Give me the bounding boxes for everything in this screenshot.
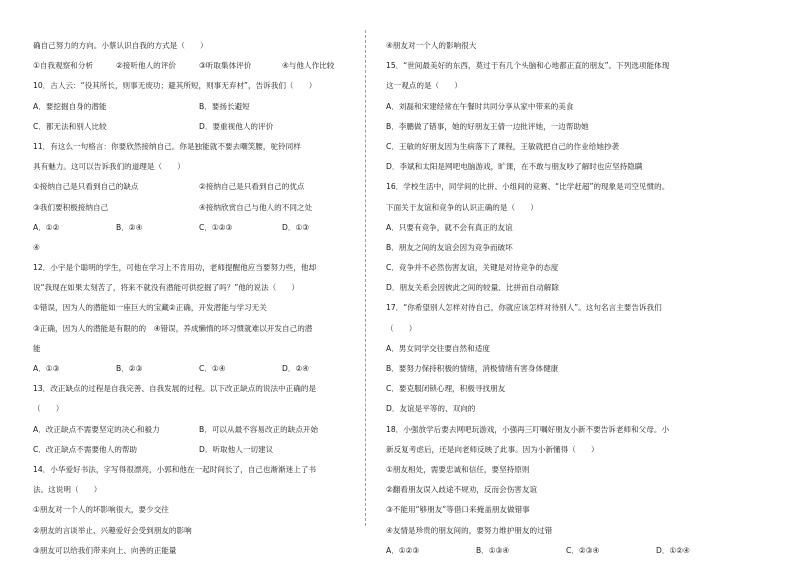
option-text: A．①②③ xyxy=(386,545,420,555)
text-line: A．刘磊和宋建经常在午餐时共同分享从家中带来的美食 xyxy=(386,101,574,111)
option-row xyxy=(33,198,365,218)
option-row xyxy=(33,440,365,460)
text-line: ②翻看朋友误入歧途不规劝，反而会伤害友谊 xyxy=(386,485,538,495)
option-row xyxy=(33,177,365,197)
text-line: B．朋友之间的友谊会因为竞争而破坏 xyxy=(386,242,513,252)
text-line: 15．“世间最美好的东西，莫过于有几个头脑和心地都正直的朋友”。下列选项能体现 xyxy=(386,61,670,71)
option-text: B．要扬长避短 xyxy=(199,101,250,111)
option-row xyxy=(386,541,746,561)
text-line: （ ） xyxy=(386,323,417,333)
option-text: D．听取他人一切建议 xyxy=(199,444,274,454)
text-line: 18．小强放学后要去网吧玩游戏，小强再三叮嘱好朋友小新不要告诉老师和父母。小 xyxy=(386,424,670,434)
option-text: C．②③④ xyxy=(566,545,600,555)
text-line: 这一观点的是（ ） xyxy=(386,81,462,91)
text-line: ①朋友相处，需要忠诚和信任，要坚持原则 xyxy=(386,464,530,474)
option-row xyxy=(33,117,365,137)
text-line: 17．“你希望别人怎样对待自己，你就应该怎样对待别人”。这句名言主要告诉我们 xyxy=(386,303,662,313)
text-line: ④ xyxy=(33,242,40,252)
text-line: D．朋友关系会因彼此之间的较量、比拼而自动解除 xyxy=(386,283,559,293)
option-text: A．改正缺点不需要坚定的决心和毅力 xyxy=(33,424,160,434)
option-text: D．①②④ xyxy=(656,545,690,555)
text-line: A．只要有竞争，就不会有真正的友谊 xyxy=(386,222,513,232)
text-line: ③朋友可以给我们带来向上、向善的正能量 xyxy=(33,545,177,555)
option-text: ①接纳自己是只看到自己的缺点 xyxy=(33,182,139,192)
text-line: D．友谊是平等的、双向的 xyxy=(386,404,476,414)
option-row xyxy=(33,218,365,238)
text-line: B．要努力保持积极的情绪，消极情绪有害身体健康 xyxy=(386,364,559,373)
option-text: D．要重视他人的评价 xyxy=(199,121,274,131)
option-text: C．都无法和别人比较 xyxy=(33,121,107,131)
text-line: D．李斌和太阳是网吧电脑游戏，旷课，在不敢与朋友吵了解时也应坚持隐瞒 xyxy=(386,162,643,172)
option-text: C．①④ xyxy=(199,364,226,373)
text-line: ③正确，因为人的潜能是有限的的 ④错误，养成懒惰的坏习惯就难以开发自己的潜 xyxy=(33,323,313,333)
option-text: B．②④ xyxy=(116,222,143,232)
option-text: C．①②③ xyxy=(199,222,233,232)
text-line: 能 xyxy=(33,343,41,353)
option-text: ③我们要积极接纳自己 xyxy=(33,202,109,212)
text-line: 确自己努力的方向。小蔡认识自我的方式是（ ） xyxy=(33,41,208,50)
text-line: 新反复考虑后，还是向老师反映了此事。因为小新懂得（ ） xyxy=(386,444,599,454)
option-text: D．①③ xyxy=(282,222,310,232)
option-text: ②接听他人的评价 xyxy=(116,61,176,71)
option-text: A．①③ xyxy=(33,364,60,373)
text-line: C．王敏的好朋友因为生病落下了课程，王敏就把自己的作业给她抄袭 xyxy=(386,141,620,151)
text-line: 具有魅力。这可以告诉我们的道理是（ ） xyxy=(33,162,185,172)
text-line: 12．小宇是个聪明的学生，可他在学习上不肯用功，老师提醒他应当要努力些，他却 xyxy=(33,263,317,273)
option-text: B．①③④ xyxy=(476,545,510,555)
text-line: 下面关于友谊和竞争的认识正确的是（ ） xyxy=(386,202,538,212)
text-line: ④朋友对一个人的影响很大 xyxy=(386,41,477,50)
option-text: ①自我观察和分析 xyxy=(33,61,93,71)
option-row xyxy=(33,359,365,379)
option-text: ④接纳欣赏自己与他人的不同之处 xyxy=(199,202,313,212)
text-line: 14．小华爱好书法，字写得很漂亮，小郭和他在一起时间长了，自己也渐渐迷上了书 xyxy=(33,464,317,474)
option-text: B．可以从最不容易改正的缺点开始 xyxy=(199,424,319,434)
text-line: ④友情是珍贵的朋友间的，要努力维护朋友的过错 xyxy=(386,525,553,535)
option-text: C．改正缺点不需要他人的帮助 xyxy=(33,444,138,454)
option-row xyxy=(33,56,365,76)
option-row xyxy=(33,97,365,117)
option-row xyxy=(33,420,365,440)
right-column xyxy=(386,36,746,561)
option-text: D．②④ xyxy=(282,364,310,373)
text-line: B．李鹏做了错事，她的好朋友王倩一边批评她，一边帮助她 xyxy=(386,121,589,131)
text-line: 法。这说明（ ） xyxy=(33,485,102,495)
text-line: ①朋友对一个人的坏影响很大，要少交往 xyxy=(33,505,169,515)
text-line: C．竞争并不必然伤害友谊，关键是对待竞争的态度 xyxy=(386,263,559,273)
text-line: 10．古人云：“役其所长，则事无废功；避其所短，则事无弃材”，告诉我们（ ） xyxy=(33,81,317,91)
text-line: A．男女同学交往要自然和适度 xyxy=(386,343,490,353)
option-text: ③听取集体评价 xyxy=(199,61,252,71)
text-line: ③不能用“够朋友”等借口来掩盖朋友做错事 xyxy=(386,505,530,515)
text-line: 13．改正缺点的过程是自我完善、自我发展的过程。以下改正缺点的说法中正确的是 xyxy=(33,384,317,394)
text-line: （ ） xyxy=(33,404,64,414)
text-line: ①错误，因为人的潜能如一座巨大的宝藏②正确，开发潜能与学习无关 xyxy=(33,303,267,313)
text-line: 11．有这么一句格言：你要欣然接纳自己。你是独能就不要去嘲笑腰，驼铃同样 xyxy=(33,141,301,151)
option-text: A．①② xyxy=(33,222,60,232)
text-line: C．要克服闭锁心理，积极寻找朋友 xyxy=(386,384,506,394)
option-text: A．要挖掘自身的潜能 xyxy=(33,101,107,111)
column-divider xyxy=(365,30,366,526)
option-text: ②接纳自己是只看到自己的优点 xyxy=(199,182,305,192)
text-line: 16．学校生活中，同学间的比拼、小组间的竞赛、“比学赶超”的现象是司空见惯的。 xyxy=(386,182,670,192)
option-text: B．②③ xyxy=(116,364,143,373)
text-line: ②朋友的言谈举止、兴趣爱好会受到朋友的影响 xyxy=(33,525,192,535)
text-line: 说“我现在如果太刻苦了，将来不就没有潜能可供挖掘了吗？”他的说法（ ） xyxy=(33,283,300,293)
left-column xyxy=(33,36,365,561)
option-text: ④与他人作比较 xyxy=(282,61,335,71)
